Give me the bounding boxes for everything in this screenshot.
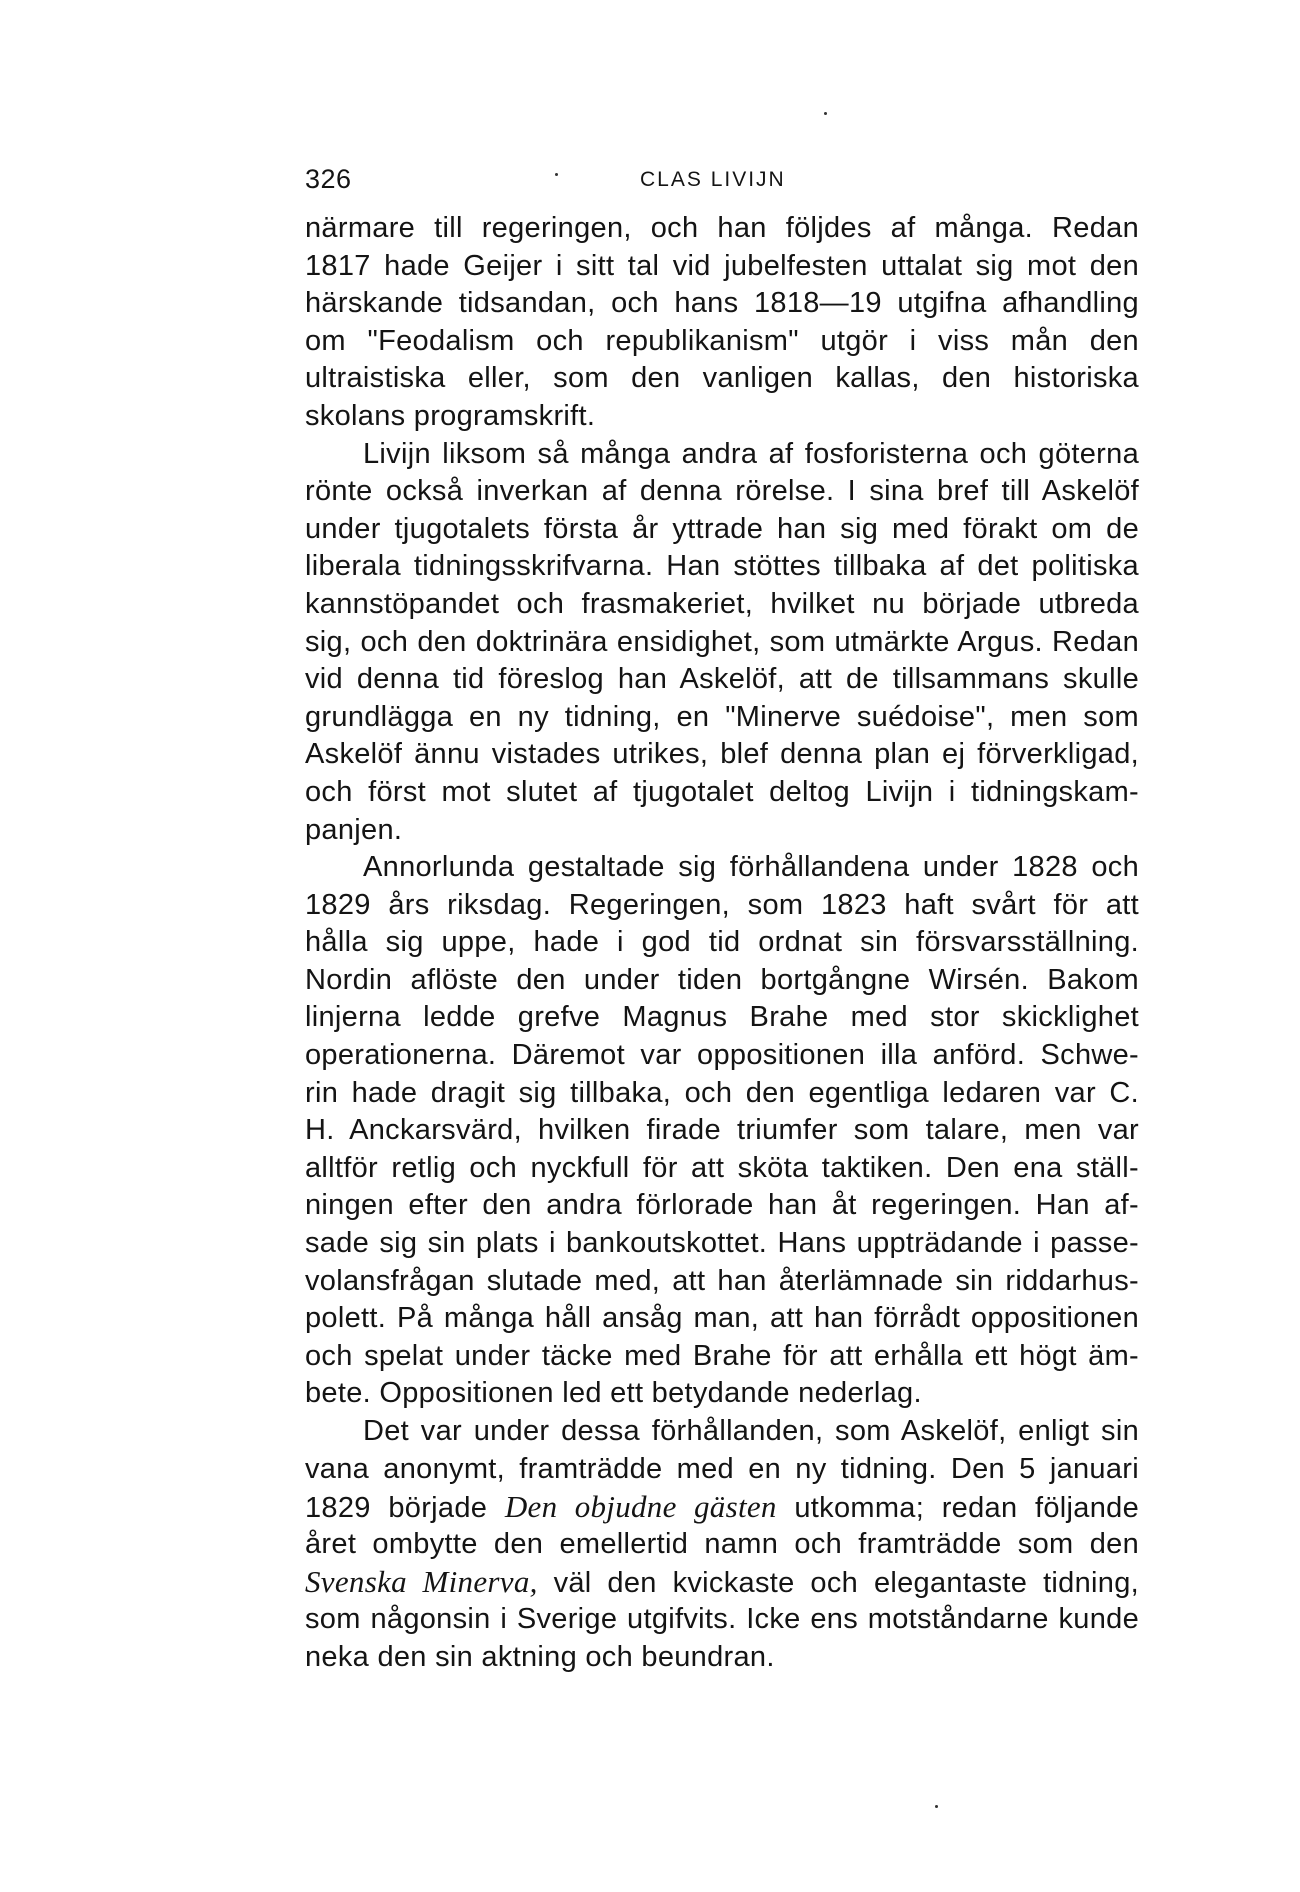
text-line: ultraistiska eller, som den vanligen kallas, den historiska	[305, 362, 1139, 395]
text-line: bete. Oppositionen led ett betydande nederlag.	[305, 1377, 922, 1410]
running-head	[305, 164, 1095, 204]
text-line: H. Anckarsvärd, hvilken firade triumfer som talare, men var	[305, 1114, 1139, 1147]
print-speck	[824, 112, 827, 115]
text-line: alltför retlig och nyckfull för att sköta taktiken. Den ena ställ-	[305, 1151, 1139, 1184]
text-line: om "Feodalism och republikanism" utgör i viss mån den	[305, 324, 1139, 357]
text-line: 1817 hade Geijer i sitt tal vid jubelfesten uttalat sig mot den	[305, 249, 1139, 282]
text-line: och först mot slutet af tjugotalet deltog Livijn i tidningskam-	[305, 775, 1139, 808]
text-run: utkomma; redan följande	[776, 1492, 1139, 1525]
italic-title: Den objudne gästen	[504, 1489, 777, 1525]
text-run: väl den kvickaste och elegantaste tidning,	[537, 1567, 1139, 1600]
text-line: vid denna tid föreslog han Askelöf, att de tillsammans skulle	[305, 663, 1139, 696]
text-line: liberala tidningsskrifvarna. Han stöttes tillbaka af det politiska	[305, 550, 1139, 583]
text-line: volansfrågan slutade med, att han återlämnade sin riddarhus-	[305, 1264, 1139, 1297]
text-line: som någonsin i Sverige utgifvits. Icke ens motståndarne kunde	[305, 1602, 1139, 1635]
paragraph-start-line: Det var under dessa förhållanden, som Askelöf, enligt sin	[363, 1415, 1139, 1447]
text-line: sade sig sin plats i bankoutskottet. Hans uppträdande i passe-	[305, 1227, 1139, 1260]
text-line: Askelöf ännu vistades utrikes, blef denna plan ej förverkligad,	[305, 738, 1139, 771]
text-line: rönte också inverkan af denna rörelse. I sina bref till Askelöf	[305, 475, 1139, 508]
text-line: året ombytte den emellertid namn och framträdde som den	[305, 1527, 1139, 1560]
text-line: panjen.	[305, 813, 403, 846]
text-line-with-italic	[305, 1563, 1139, 1601]
text-line: 1829 års riksdag. Regeringen, som 1823 haft svårt för att	[305, 888, 1139, 921]
body-text	[305, 210, 1139, 1676]
running-title: CLAS LIVIJN	[640, 168, 786, 191]
text-line: vana anonymt, framträdde med en ny tidning. Den 5 januari	[305, 1452, 1139, 1485]
text-line: och spelat under täcke med Brahe för att erhålla ett högt äm-	[305, 1339, 1139, 1372]
text-line: polett. På många håll ansåg man, att han förrådt oppositionen	[305, 1302, 1139, 1335]
text-line: sig, och den doktrinära ensidighet, som utmärkte Argus. Redan	[305, 625, 1139, 658]
italic-title: Svenska Minerva,	[305, 1564, 538, 1600]
text-line: grundlägga en ny tidning, en "Minerve suédoise", men som	[305, 700, 1139, 733]
text-line: rin hade dragit sig tillbaka, och den egentliga ledaren var C.	[305, 1076, 1139, 1109]
text-line: närmare till regeringen, och han följdes af många. Redan	[305, 212, 1139, 244]
text-line: kannstöpandet och frasmakeriet, hvilket nu började utbreda	[305, 587, 1139, 620]
print-speck	[935, 1805, 938, 1808]
text-line: neka den sin aktning och beundran.	[305, 1640, 775, 1673]
text-line: skolans programskrift.	[305, 399, 596, 432]
text-line: linjerna ledde grefve Magnus Brahe med stor skicklighet	[305, 1001, 1139, 1034]
text-line: Nordin aflöste den under tiden bortgångne Wirsén. Bakom	[305, 963, 1139, 996]
text-line: härskande tidsandan, och hans 1818—19 utgifna afhandling	[305, 287, 1139, 320]
text-line: under tjugotalets första år yttrade han sig med förakt om de	[305, 512, 1139, 545]
paragraph-start-line: Livijn liksom så många andra af fosforisterna och göterna	[363, 437, 1139, 470]
text-line: ningen efter den andra förlorade han åt regeringen. Han af-	[305, 1189, 1139, 1222]
page-number: 326	[305, 164, 352, 194]
print-speck	[555, 173, 558, 176]
text-line-with-italic	[305, 1488, 1139, 1526]
text-line: operationerna. Däremot var oppositionen illa anförd. Schwe-	[305, 1039, 1139, 1072]
text-run: 1829 började	[305, 1492, 505, 1525]
paragraph-start-line: Annorlunda gestaltade sig förhållandena under 1828 och	[363, 851, 1139, 884]
text-line: hålla sig uppe, hade i god tid ordnat sin försvarsställning.	[305, 926, 1139, 959]
